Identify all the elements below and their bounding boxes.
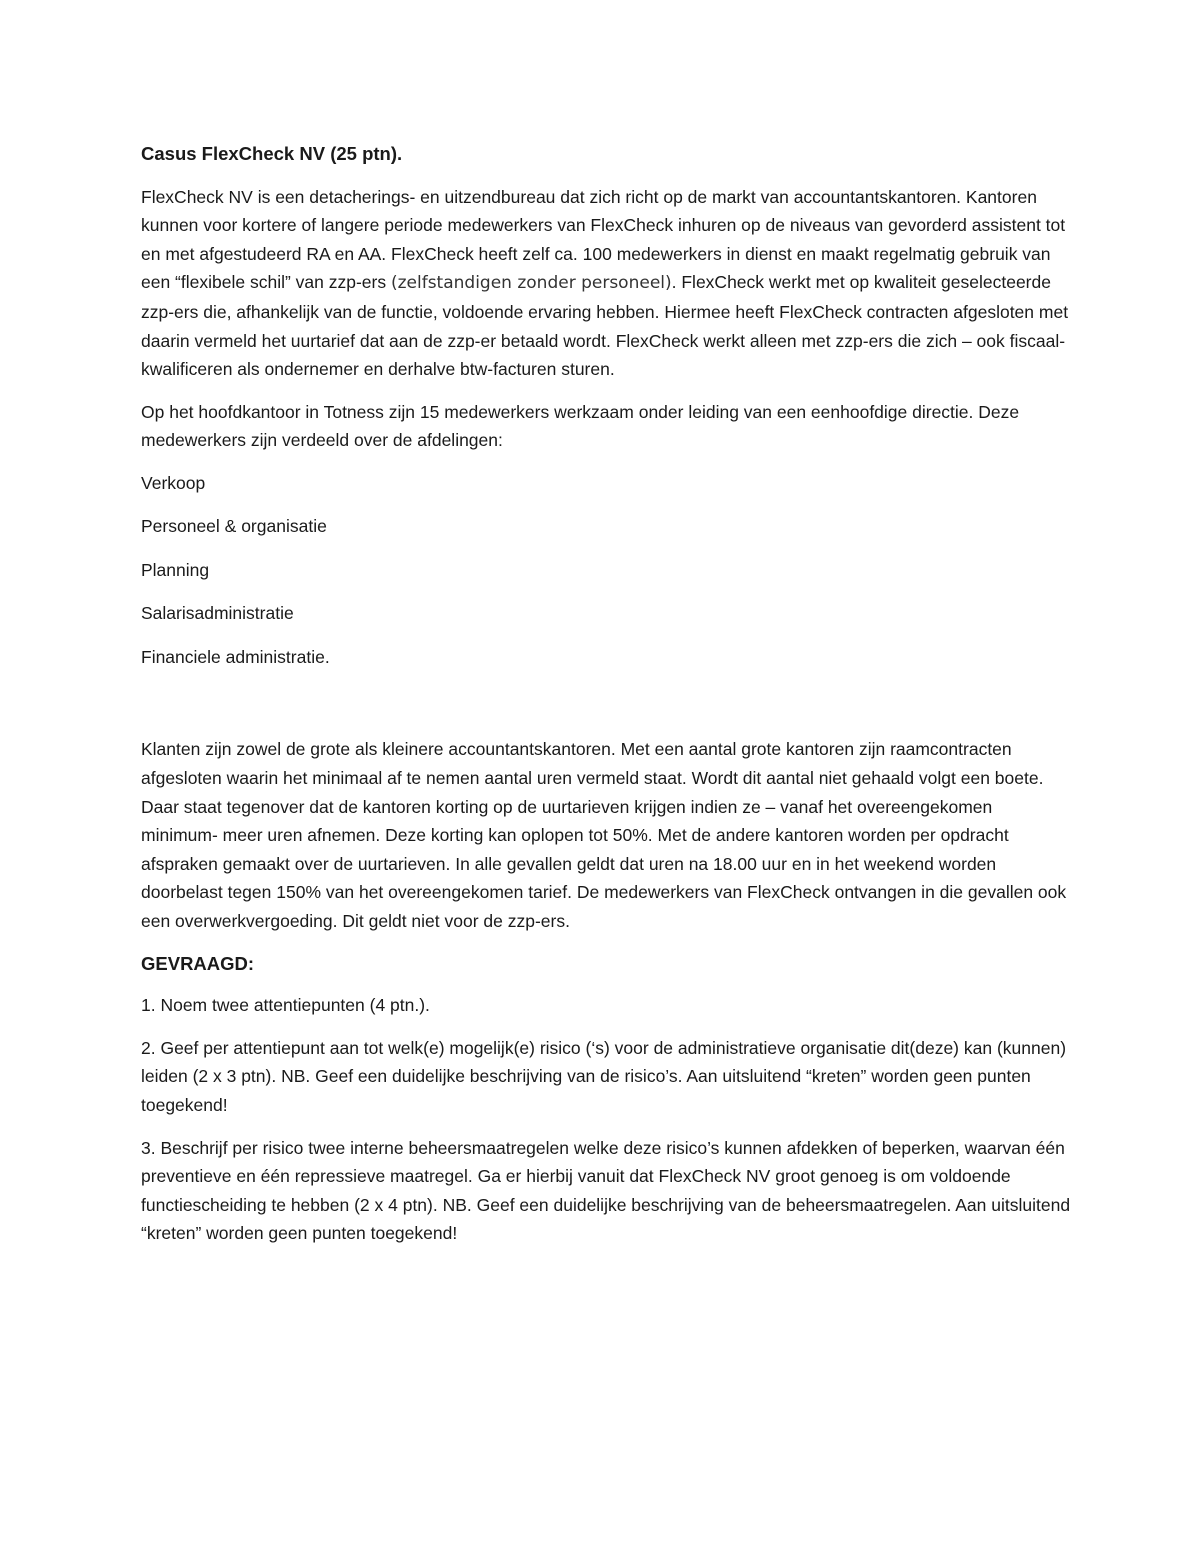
department-item: Salarisadministratie — [141, 603, 294, 624]
questions-heading: GEVRAAGD: — [141, 952, 255, 974]
intro-text-after: . FlexCheck werkt met op kwaliteit geselecteerde zzp-ers die, afhankelijk van de functie, voldoende ervaring hebben. Hiermee heeft FlexCheck contracten afgesloten met daarin vermeld het uurtarief dat aan de zzp-er betaald wordt. FlexCheck werkt alleen met zzp-ers die zich – ook fiscaal- kwalificeren als ondernemer en derhalve btw-facturen sturen. — [141, 272, 1069, 380]
intro-text-alt: (zelfstandigen zonder personeel) — [390, 273, 672, 294]
clients-paragraph: Klanten zijn zowel de grote als kleinere accountantskantoren. Met een aantal grote kantoren zijn raamcontracten afgesloten waarin het minimaal af te nemen aantal uren vermeld staat. Wordt dit aantal niet gehaald volgt een boete. Daar staat tegenover dat de kantoren korting op de uurtarieven krijgen indien ze – vanaf het overeengekomen minimum- meer uren afnemen. Deze korting kan oplopen tot 50%. Met de andere kantoren worden per opdracht afspraken gemaakt over de uurtarieven. In alle gevallen geldt dat uren na 18.00 uur en in het weekend worden doorbelast tegen 150% van het overeengekomen tarief. De medewerkers van FlexCheck ontvangen in die gevallen ook een overwerkvergoeding. Dit geldt niet voor de zzp-ers. — [141, 739, 1067, 931]
question-item: 2. Geef per attentiepunt aan tot welk(e) mogelijk(e) risico (‘s) voor de administratieve organisatie dit(deze) kan (kunnen) leiden (2 x 3 ptn). NB. Geef een duidelijke beschrijving van de risico’s. Aan uitsluitend “kreten” worden geen punten toegekend! — [141, 1037, 1067, 1115]
intro-paragraph — [141, 183, 1071, 384]
department-item: Verkoop — [141, 472, 206, 493]
document-page — [141, 140, 1071, 1262]
question-list — [141, 991, 1071, 1248]
office-paragraph: Op het hoofdkantoor in Totness zijn 15 medewerkers werkzaam onder leiding van een eenhoofdige directie. Deze medewerkers zijn verdeeld over de afdelingen: — [141, 401, 1020, 451]
department-item: Planning — [141, 559, 210, 580]
department-item: Personeel & organisatie — [141, 516, 327, 537]
blank-line — [141, 686, 1071, 735]
document-title: Casus FlexCheck NV (25 ptn). — [141, 143, 403, 164]
department-list — [141, 469, 1071, 687]
intro-text-before: FlexCheck NV is een detacherings- en uitzendbureau dat zich richt op de markt van accountantskantoren. Kantoren kunnen voor kortere of langere periode medewerkers van FlexCheck inhuren op de niveaus van gevorderd assistent tot en met afgestudeerd RA en AA. FlexCheck heeft zelf ca. 100 medewerkers in dienst en maakt regelmatig gebruik van een “flexibele schil” van zzp-ers — [141, 186, 1066, 293]
question-item: 1. Noem twee attentiepunten (4 ptn.). — [141, 995, 430, 1016]
department-item: Financiele administratie. — [141, 646, 330, 667]
question-item: 3. Beschrijf per risico twee interne beheersmaatregelen welke deze risico’s kunnen afdekken of beperken, waarvan één preventieve en één repressieve maatregel. Ga er hierbij vanuit dat FlexCheck NV groot genoeg is om voldoende functiescheiding te hebben (2 x 4 ptn). NB. Geef een duidelijke beschrijving van de beheersmaatregelen. Aan uitsluitend “kreten” worden geen punten toegekend! — [141, 1137, 1071, 1244]
